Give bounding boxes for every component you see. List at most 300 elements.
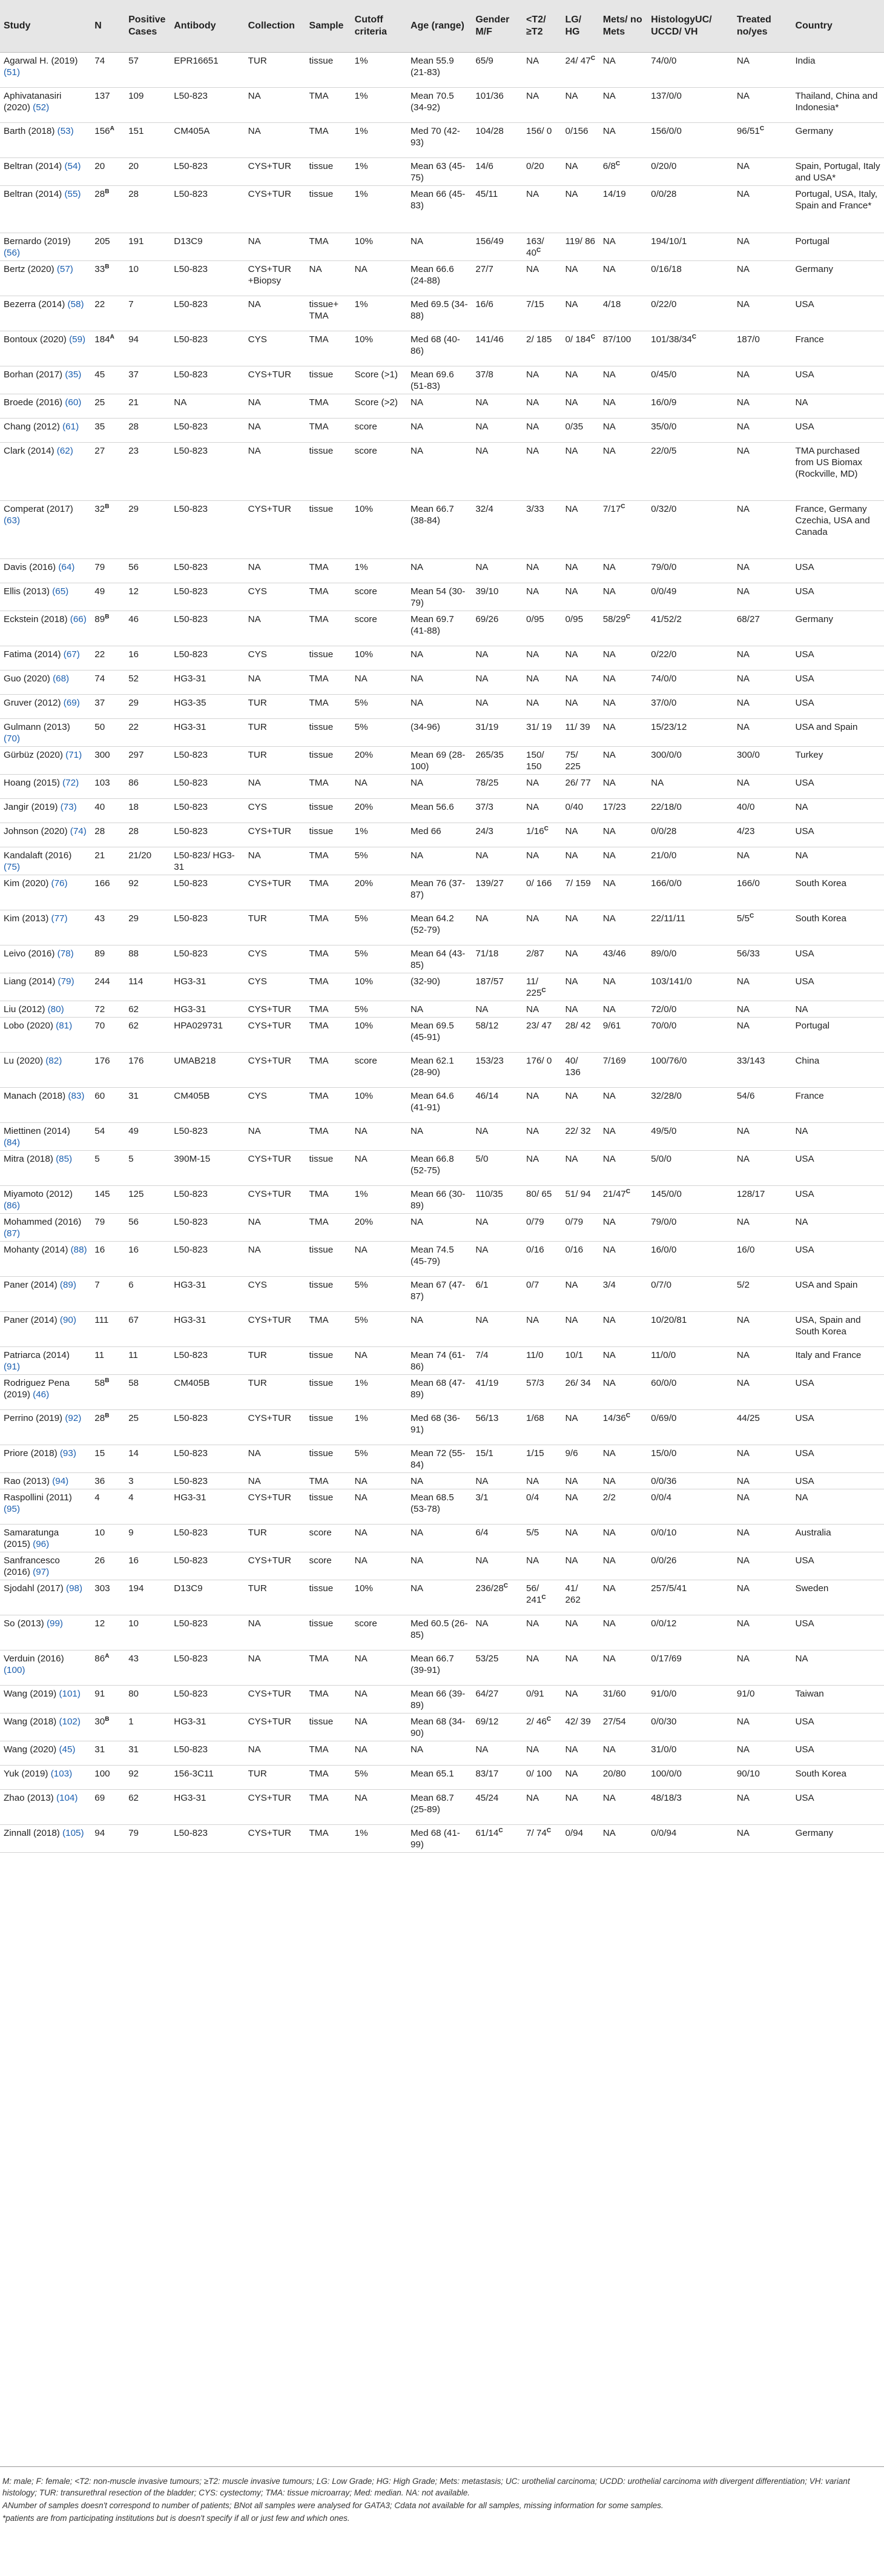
footnote-marker: C bbox=[590, 333, 595, 340]
cell-value: NA bbox=[565, 1475, 578, 1486]
cell-pos bbox=[125, 1489, 170, 1524]
table-footnotes bbox=[0, 2466, 884, 2525]
cell-value: 45/11 bbox=[475, 188, 498, 199]
cell-age bbox=[407, 1524, 472, 1552]
reference-link[interactable]: (86) bbox=[4, 1200, 21, 1211]
cell-value: TMA bbox=[309, 561, 329, 572]
cell-value: L50-823 bbox=[174, 1412, 208, 1423]
reference-link[interactable]: (45) bbox=[59, 1744, 76, 1755]
study-name: Bontoux (2020) bbox=[4, 334, 67, 345]
cell-mets bbox=[599, 366, 647, 394]
cell-value: NA bbox=[795, 850, 808, 861]
reference-link[interactable]: (68) bbox=[53, 673, 70, 684]
cell-value: NA bbox=[795, 1653, 808, 1664]
study-name: Lobo (2020) bbox=[4, 1020, 53, 1031]
cell-value: NA bbox=[736, 1020, 750, 1031]
reference-link[interactable]: (82) bbox=[45, 1055, 62, 1066]
cell-value: 27/7 bbox=[475, 263, 493, 274]
reference-link[interactable]: (96) bbox=[33, 1538, 50, 1549]
footnote-abbreviations: M: male; F: female; <T2: non-muscle invasive tumours; ≥T2: muscle invasive tumours; LG: Low Grade; HG: High Grade; Mets: metastasis; UC: urothelial carcinoma; UCDD: urothelial carcinoma with divergent differentiation; VH: variant histology; TUR: transurethral resection of the bladder; CYS: cystectomy; TMA: tissue microarray; Med: median. NA: not available. bbox=[2, 2477, 850, 2497]
cell-n bbox=[91, 1765, 125, 1789]
cell-value: 54/6 bbox=[736, 1090, 755, 1101]
cell-value: 31 bbox=[94, 1744, 105, 1755]
reference-link[interactable]: (54) bbox=[64, 161, 81, 171]
cell-age bbox=[407, 1122, 472, 1150]
cell-value: TMA bbox=[309, 1020, 329, 1031]
cell-value: Germany bbox=[795, 125, 833, 136]
cell-value: NA bbox=[526, 1744, 539, 1755]
cell-treat bbox=[733, 331, 792, 366]
cell-value: 32/28/0 bbox=[651, 1090, 682, 1101]
cell-pos bbox=[125, 1213, 170, 1241]
study-cell bbox=[0, 1789, 91, 1824]
cell-treat bbox=[733, 296, 792, 331]
cell-value: (34-96) bbox=[410, 721, 440, 732]
cell-age bbox=[407, 296, 472, 331]
cell-value: 20% bbox=[354, 749, 374, 760]
reference-link[interactable]: (95) bbox=[4, 1503, 21, 1514]
cell-value: L50-823 bbox=[174, 586, 208, 597]
cell-value: USA bbox=[795, 1618, 814, 1629]
reference-link[interactable]: (89) bbox=[59, 1279, 76, 1290]
cell-pos bbox=[125, 798, 170, 823]
cell-gender bbox=[472, 1650, 523, 1685]
cell-ab bbox=[170, 1472, 244, 1489]
cell-mets bbox=[599, 1150, 647, 1185]
reference-link[interactable]: (71) bbox=[65, 749, 82, 760]
cell-age bbox=[407, 1824, 472, 1852]
reference-link[interactable]: (90) bbox=[59, 1314, 76, 1325]
cell-value: 187/0 bbox=[736, 334, 760, 345]
cell-country bbox=[791, 185, 884, 233]
cell-value: NA bbox=[602, 1004, 616, 1015]
cell-n bbox=[91, 1150, 125, 1185]
cell-value: NA bbox=[602, 1314, 616, 1325]
cell-value: TMA bbox=[309, 1653, 329, 1664]
cell-hist bbox=[647, 1001, 733, 1017]
cell-hist bbox=[647, 185, 733, 233]
cell-t2 bbox=[523, 1213, 561, 1241]
cell-value: 86 bbox=[94, 1653, 105, 1664]
cell-value: CYS+TUR bbox=[248, 1492, 291, 1503]
cell-value: 89 bbox=[94, 614, 105, 624]
cell-value: 205 bbox=[94, 236, 110, 247]
cell-value: NA bbox=[565, 1653, 578, 1664]
study-name: Samaratunga (2015) bbox=[4, 1527, 59, 1549]
cell-value: 10% bbox=[354, 334, 374, 345]
reference-link[interactable]: (70) bbox=[4, 733, 21, 744]
cell-age bbox=[407, 1552, 472, 1580]
cell-value: TMA bbox=[309, 586, 329, 597]
reference-link[interactable]: (64) bbox=[58, 561, 75, 572]
cell-mets bbox=[599, 331, 647, 366]
reference-link[interactable]: (77) bbox=[51, 913, 68, 924]
reference-link[interactable]: (52) bbox=[33, 102, 50, 113]
cell-gender bbox=[472, 1489, 523, 1524]
cell-value: NA bbox=[602, 878, 616, 889]
cell-ab bbox=[170, 1122, 244, 1150]
cell-value: NA bbox=[565, 90, 578, 101]
reference-link[interactable]: (51) bbox=[4, 67, 21, 78]
cell-gender bbox=[472, 157, 523, 185]
cell-ab bbox=[170, 1017, 244, 1052]
cell-hist bbox=[647, 442, 733, 500]
reference-link[interactable]: (88) bbox=[70, 1244, 87, 1255]
cell-mets bbox=[599, 847, 647, 875]
cell-value: Mean 68.7 (25-89) bbox=[410, 1792, 454, 1815]
reference-link[interactable]: (97) bbox=[33, 1566, 50, 1577]
cell-value: NA bbox=[602, 1349, 616, 1360]
cell-cutoff bbox=[351, 558, 407, 583]
table-row bbox=[0, 1241, 884, 1276]
reference-link[interactable]: (92) bbox=[65, 1412, 82, 1423]
cell-value: CYS bbox=[248, 801, 267, 812]
cell-cutoff bbox=[351, 500, 407, 558]
cell-value: NA bbox=[602, 1448, 616, 1459]
reference-link[interactable]: (65) bbox=[52, 586, 69, 597]
column-header: HistologyUC/ UCCD/ VH bbox=[647, 0, 733, 52]
cell-value: 62 bbox=[128, 1020, 139, 1031]
cell-value: Mean 65.1 bbox=[410, 1768, 454, 1779]
cell-age bbox=[407, 1615, 472, 1650]
cell-treat bbox=[733, 583, 792, 611]
cell-ab bbox=[170, 1001, 244, 1017]
cell-value: 78/25 bbox=[475, 777, 499, 788]
cell-treat bbox=[733, 1489, 792, 1524]
cell-col bbox=[245, 500, 306, 558]
cell-hist bbox=[647, 52, 733, 87]
cell-value: TMA bbox=[309, 1055, 329, 1066]
cell-cutoff bbox=[351, 394, 407, 418]
reference-link[interactable]: (102) bbox=[59, 1716, 81, 1727]
footnote-marker: C bbox=[590, 55, 595, 62]
reference-link[interactable]: (81) bbox=[56, 1020, 73, 1031]
cell-value: 37/0/0 bbox=[651, 697, 677, 708]
cell-value: 40/0 bbox=[736, 801, 755, 812]
cell-cutoff bbox=[351, 52, 407, 87]
cell-hist bbox=[647, 500, 733, 558]
cell-ab bbox=[170, 1713, 244, 1741]
cell-value: 0/95 bbox=[565, 614, 584, 624]
cell-value: NA bbox=[410, 1125, 424, 1136]
cell-gender bbox=[472, 670, 523, 694]
cell-country bbox=[791, 87, 884, 122]
reference-link[interactable]: (98) bbox=[66, 1583, 83, 1594]
cell-value: TUR bbox=[248, 697, 267, 708]
footnote-marker: C bbox=[546, 1827, 552, 1834]
reference-link[interactable]: (78) bbox=[57, 948, 74, 959]
cell-cutoff bbox=[351, 331, 407, 366]
cell-lghg bbox=[561, 1765, 599, 1789]
cell-age bbox=[407, 185, 472, 233]
cell-n bbox=[91, 1001, 125, 1017]
cell-value: 0/ 100 bbox=[526, 1768, 552, 1779]
cell-lghg bbox=[561, 718, 599, 746]
reference-link[interactable]: (80) bbox=[47, 1004, 64, 1015]
cell-value: CM405B bbox=[174, 1090, 210, 1101]
cell-value: 5% bbox=[354, 1448, 368, 1459]
cell-value: NA bbox=[248, 673, 261, 684]
cell-value: USA bbox=[795, 976, 814, 987]
reference-link[interactable]: (60) bbox=[65, 397, 82, 408]
cell-value: NA bbox=[736, 299, 750, 310]
cell-hist bbox=[647, 718, 733, 746]
reference-link[interactable]: (59) bbox=[69, 334, 86, 345]
table-row bbox=[0, 1741, 884, 1765]
cell-value: NA bbox=[309, 263, 322, 274]
cell-value: 0/35 bbox=[565, 421, 584, 432]
reference-link[interactable]: (84) bbox=[4, 1137, 21, 1148]
cell-pos bbox=[125, 1765, 170, 1789]
reference-link[interactable]: (66) bbox=[70, 614, 87, 624]
reference-link[interactable]: (46) bbox=[33, 1389, 50, 1400]
reference-link[interactable]: (83) bbox=[68, 1090, 85, 1101]
cell-cutoff bbox=[351, 774, 407, 798]
cell-value: NA bbox=[526, 586, 539, 597]
cell-value: NA bbox=[602, 697, 616, 708]
cell-value: Mean 68.5 (53-78) bbox=[410, 1492, 454, 1514]
table-row bbox=[0, 1213, 884, 1241]
study-name: Leivo (2016) bbox=[4, 948, 55, 959]
cell-value: NA bbox=[475, 697, 489, 708]
cell-value: 16/0/9 bbox=[651, 397, 677, 408]
cell-t2 bbox=[523, 1276, 561, 1311]
cell-value: 61/14 bbox=[475, 1827, 499, 1838]
cell-treat bbox=[733, 1185, 792, 1213]
reference-link[interactable]: (104) bbox=[56, 1792, 78, 1803]
reference-link[interactable]: (101) bbox=[59, 1688, 81, 1699]
reference-link[interactable]: (61) bbox=[62, 421, 79, 432]
table-row bbox=[0, 1150, 884, 1185]
cell-value: 69 bbox=[94, 1792, 105, 1803]
cell-gender bbox=[472, 746, 523, 774]
cell-col bbox=[245, 973, 306, 1001]
cell-value: NA bbox=[736, 188, 750, 199]
cell-value: NA bbox=[736, 586, 750, 597]
cell-value: 27 bbox=[94, 445, 105, 456]
cell-value: tissue bbox=[309, 445, 334, 456]
cell-country bbox=[791, 1311, 884, 1346]
reference-link[interactable]: (74) bbox=[70, 826, 87, 836]
table-row bbox=[0, 1122, 884, 1150]
cell-n bbox=[91, 1580, 125, 1615]
cell-t2 bbox=[523, 1087, 561, 1122]
cell-sample bbox=[306, 1017, 351, 1052]
cell-value: 56/13 bbox=[475, 1412, 499, 1423]
cell-value: NA bbox=[795, 1125, 808, 1136]
cell-age bbox=[407, 1150, 472, 1185]
cell-value: NA bbox=[736, 1475, 750, 1486]
cell-ab bbox=[170, 945, 244, 973]
cell-mets bbox=[599, 1615, 647, 1650]
table-row bbox=[0, 1765, 884, 1789]
reference-link[interactable]: (103) bbox=[50, 1768, 73, 1779]
cell-value: NA bbox=[565, 826, 578, 836]
cell-lghg bbox=[561, 1087, 599, 1122]
cell-treat bbox=[733, 798, 792, 823]
cell-value: 20% bbox=[354, 801, 374, 812]
cell-col bbox=[245, 694, 306, 718]
cell-value: USA bbox=[795, 826, 814, 836]
cell-value: 89 bbox=[94, 948, 105, 959]
reference-link[interactable]: (63) bbox=[4, 515, 21, 526]
reference-link[interactable]: (67) bbox=[63, 649, 80, 660]
cell-value: L50-823 bbox=[174, 948, 208, 959]
cell-value: 16/0/0 bbox=[651, 1244, 677, 1255]
cell-value: 166 bbox=[94, 878, 110, 889]
cell-gender bbox=[472, 774, 523, 798]
cell-n bbox=[91, 646, 125, 670]
cell-value: 163/ 40 bbox=[526, 236, 544, 258]
cell-value: 114 bbox=[128, 976, 143, 987]
cell-cutoff bbox=[351, 157, 407, 185]
cell-treat bbox=[733, 52, 792, 87]
cell-n bbox=[91, 694, 125, 718]
study-cell bbox=[0, 1615, 91, 1650]
cell-value: NA bbox=[248, 236, 261, 247]
cell-value: TMA bbox=[309, 1314, 329, 1325]
cell-gender bbox=[472, 418, 523, 442]
table-row bbox=[0, 500, 884, 558]
cell-country bbox=[791, 1276, 884, 1311]
cell-value: 244 bbox=[94, 976, 110, 987]
cell-value: 150/ 150 bbox=[526, 749, 544, 772]
cell-value: 86 bbox=[128, 777, 139, 788]
cell-value: L50-823 bbox=[174, 777, 208, 788]
cell-value: NA bbox=[410, 236, 424, 247]
cell-treat bbox=[733, 1685, 792, 1713]
cell-cutoff bbox=[351, 1580, 407, 1615]
cell-ab bbox=[170, 646, 244, 670]
cell-pos bbox=[125, 1276, 170, 1311]
cell-gender bbox=[472, 296, 523, 331]
reference-link[interactable]: (75) bbox=[4, 861, 21, 872]
reference-link[interactable]: (57) bbox=[56, 263, 73, 274]
cell-value: 5/5 bbox=[526, 1527, 539, 1538]
reference-link[interactable]: (35) bbox=[65, 369, 82, 380]
cell-mets bbox=[599, 910, 647, 945]
reference-link[interactable]: (69) bbox=[63, 697, 80, 708]
reference-link[interactable]: (76) bbox=[51, 878, 68, 889]
cell-n bbox=[91, 418, 125, 442]
reference-link[interactable]: (99) bbox=[46, 1618, 63, 1629]
footnote-marker: A bbox=[110, 125, 114, 132]
cell-value: NA bbox=[526, 649, 539, 660]
cell-value: 22/11/11 bbox=[651, 913, 686, 924]
cell-n bbox=[91, 1524, 125, 1552]
cell-value: NA bbox=[526, 188, 539, 199]
cell-hist bbox=[647, 646, 733, 670]
cell-gender bbox=[472, 185, 523, 233]
reference-link[interactable]: (62) bbox=[56, 445, 73, 456]
cell-value: NA bbox=[354, 1688, 368, 1699]
cell-country bbox=[791, 945, 884, 973]
footnote-patients: *patients are from participating institutions but is doesn't specify if all or just few and which ones. bbox=[2, 2514, 350, 2523]
reference-link[interactable]: (91) bbox=[4, 1361, 21, 1372]
cell-value: 31/ 19 bbox=[526, 721, 552, 732]
cell-value: Germany bbox=[795, 263, 833, 274]
reference-link[interactable]: (56) bbox=[4, 247, 21, 258]
reference-link[interactable]: (79) bbox=[58, 976, 74, 987]
cell-value: NA bbox=[736, 1827, 750, 1838]
reference-link[interactable]: (73) bbox=[60, 801, 77, 812]
cell-n bbox=[91, 558, 125, 583]
study-name: Gruver (2012) bbox=[4, 697, 61, 708]
cell-value: NA bbox=[602, 397, 616, 408]
cell-value: 125 bbox=[128, 1188, 144, 1199]
cell-value: 1% bbox=[354, 1827, 368, 1838]
reference-link[interactable]: (85) bbox=[56, 1153, 73, 1164]
footnote-marker: C bbox=[541, 1594, 546, 1601]
table-row bbox=[0, 1552, 884, 1580]
cell-country bbox=[791, 442, 884, 500]
reference-link[interactable]: (94) bbox=[52, 1475, 69, 1486]
cell-country bbox=[791, 52, 884, 87]
reference-link[interactable]: (53) bbox=[57, 125, 74, 136]
cell-ab bbox=[170, 442, 244, 500]
cell-value: NA bbox=[565, 1744, 578, 1755]
reference-link[interactable]: (87) bbox=[4, 1228, 21, 1239]
cell-value: CM405A bbox=[174, 125, 210, 136]
cell-value: 7/4 bbox=[475, 1349, 489, 1360]
cell-gender bbox=[472, 1472, 523, 1489]
study-cell bbox=[0, 646, 91, 670]
cell-value: Score (>2) bbox=[354, 397, 398, 408]
cell-t2 bbox=[523, 1374, 561, 1409]
cell-mets bbox=[599, 694, 647, 718]
cell-value: 30 bbox=[94, 1716, 105, 1727]
cell-value: 194/10/1 bbox=[651, 236, 687, 247]
cell-value: 56/ 241 bbox=[526, 1583, 542, 1605]
cell-value: L50-823 bbox=[174, 913, 208, 924]
reference-link[interactable]: (93) bbox=[59, 1448, 76, 1459]
cell-lghg bbox=[561, 418, 599, 442]
cell-ab bbox=[170, 418, 244, 442]
cell-value: NA bbox=[602, 1653, 616, 1664]
cell-sample bbox=[306, 798, 351, 823]
cell-value: NA bbox=[475, 850, 489, 861]
cell-country bbox=[791, 1650, 884, 1685]
table-row bbox=[0, 774, 884, 798]
cell-ab bbox=[170, 1580, 244, 1615]
study-cell bbox=[0, 746, 91, 774]
cell-value: 43 bbox=[128, 1653, 139, 1664]
cell-value: Mean 64.6 (41-91) bbox=[410, 1090, 454, 1113]
cell-ab bbox=[170, 1374, 244, 1409]
reference-link[interactable]: (105) bbox=[62, 1827, 84, 1838]
cell-n bbox=[91, 1346, 125, 1374]
cell-value: 24/3 bbox=[475, 826, 493, 836]
reference-link[interactable]: (100) bbox=[4, 1664, 25, 1675]
cell-cutoff bbox=[351, 1824, 407, 1852]
cell-value: Mean 63 (45-75) bbox=[410, 161, 466, 183]
cell-value: 7/169 bbox=[602, 1055, 626, 1066]
cell-pos bbox=[125, 1017, 170, 1052]
cell-t2 bbox=[523, 1765, 561, 1789]
reference-link[interactable]: (58) bbox=[67, 299, 84, 310]
study-cell bbox=[0, 694, 91, 718]
cell-value: tissue bbox=[309, 749, 334, 760]
cell-value: tissue bbox=[309, 503, 334, 514]
cell-value: 16/0 bbox=[736, 1244, 755, 1255]
table-row bbox=[0, 1001, 884, 1017]
cell-col bbox=[245, 1489, 306, 1524]
cell-value: 5/0 bbox=[475, 1153, 489, 1164]
cell-value: 0/16 bbox=[565, 1244, 584, 1255]
reference-link[interactable]: (55) bbox=[64, 188, 81, 199]
cell-value: NA bbox=[736, 369, 750, 380]
reference-link[interactable]: (72) bbox=[62, 777, 79, 788]
